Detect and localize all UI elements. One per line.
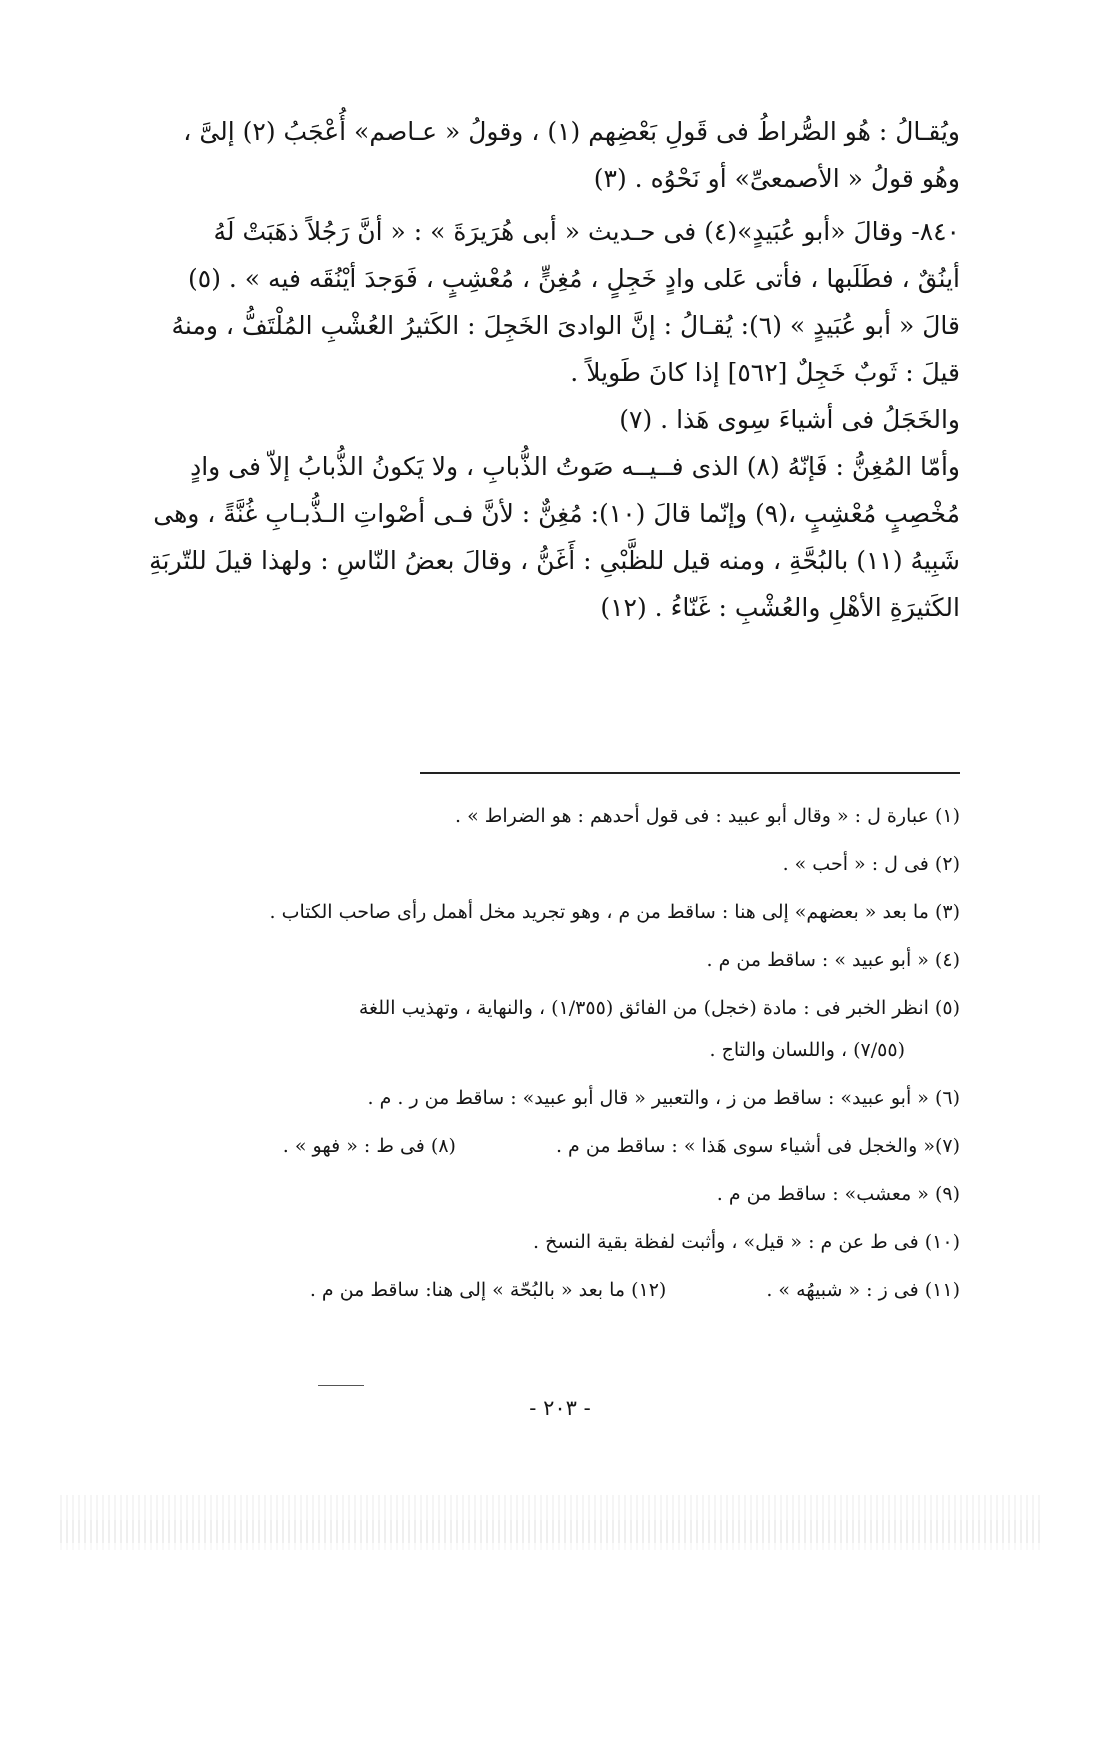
footnote-5-line-1: (٥) انظر الخبر فى : مادة (خجل) من الفائق (١/٣٥٥) ، والنهاية ، وتهذيب اللغة (358, 997, 960, 1019)
paragraph-1-line-2: وهُو قولُ « الأصمعىِّ» أو نَحْوُه . (٣) (593, 164, 960, 193)
scan-noise (60, 1520, 1040, 1550)
paragraph-2-line-4: قيلَ : ثَوبٌ خَجِلٌ [٥٦٢] إذا كانَ طَويلاً . (570, 358, 960, 387)
paragraph-4-line-2: مُخْصِبٍ مُعْشِبٍ ،(٩) وإنّما قالَ (١٠): مُغِنٌّ : لأنَّ فـى أصْواتِ الـذُّبـابِ غُنَّةً ، وهى (153, 499, 960, 528)
footnote-5-line-2: (٧/٥٥) ، واللسان والتاج . (709, 1039, 905, 1061)
footnote-3: (٣) ما بعد « بعضهم» إلى هنا : ساقط من م ، وهو تجريد مخل أهمل رأى صاحب الكتاب . (269, 901, 960, 923)
paragraph-4-line-1: وأمّا المُغِنُّ : فَإنّهُ (٨) الذى فــيــه صَوتُ الذُّبابِ ، ولا يَكونُ الذُّبابُ إلاّ فى وادٍ (190, 452, 960, 481)
paragraph-2-line-1: ٨٤٠- وقالَ «أبو عُبَيدٍ»(٤) فى حـديث « أبى هُرَيرَةَ » : « أنَّ رَجُلاً ذهَبَتْ لَهُ (213, 217, 960, 246)
footnote-9: (٩) « معشب» : ساقط من م . (716, 1183, 960, 1205)
footnote-row-7-8 (150, 1122, 960, 1170)
paragraph-2-line-2: أينُقٌ ، فطَلَبها ، فأتى عَلى وادٍ خَجِلٍ ، مُغِنٍّ ، مُعْشِبٍ ، فَوَجدَ أيْنُقَه فيه » . (٥) (188, 264, 960, 293)
footnotes (150, 792, 960, 1314)
footnote-divider (420, 772, 960, 774)
footnote-10: (١٠) فى ط عن م : « قيل» ، وأثبت لفظة بقية النسخ . (533, 1231, 960, 1253)
paragraph-2-line-3: قالَ « أبو عُبَيدٍ » (٦): يُقـالُ : إنَّ الوادىَ الخَجِلَ : الكَثيرُ العُشْبِ المُلْتَفُّ ، ومنهُ (171, 311, 960, 340)
footnote-6: (٦) « أبو عبيد» : ساقط من ز ، والتعبير « قال أبو عبيد» : ساقط من ر . م . (367, 1087, 960, 1109)
footnote-8: (٨) فى ط : « فهو » . (282, 1135, 456, 1157)
paragraph-4-line-4: الكَثيرَةِ الأهْلِ والعُشْبِ : غَنّاءُ . (١٢) (600, 593, 960, 622)
footnote-2: (٢) فى ل : « أحب » . (782, 853, 960, 875)
footnote-11: (١١) فى ز : « شبيهُه » . (766, 1279, 960, 1301)
short-rule (318, 1385, 364, 1386)
footnote-row-11-12 (150, 1266, 960, 1314)
page-number: - ٢٠٣ - (529, 1396, 591, 1420)
paragraph-3: والخَجَلُ فى أشياءَ سِوى هَذا . (٧) (619, 405, 960, 434)
paragraph-4-line-3: شَبِيهُ (١١) بالبُحَّةِ ، ومنه قيل للظَّبْىِ : أَغَنُّ ، وقالَ بعضُ النّاسِ : ولهذا قيلَ للتّربَةِ (149, 546, 960, 575)
main-text (145, 108, 960, 631)
footnote-4: (٤) « أبو عبيد » : ساقط من م . (706, 949, 960, 971)
footnote-7: (٧)« والخجل فى أشياء سوى هَذا » : ساقط من م . (555, 1135, 960, 1157)
footnote-12: (١٢) ما بعد « بالبُحّة » إلى هنا: ساقط من م . (309, 1279, 667, 1301)
paragraph-1-line-1: ويُقـالُ : هُو الصُّراطُ فى قَولِ بَعْضِهم (١) ، وقولُ « عـاصم» أُعْجَبُ (٢) إلىَّ ، (183, 117, 960, 146)
footnote-1: (١) عبارة ل : « وقال أبو عبيد : فى قول أحدهم : هو الضراط » . (455, 805, 960, 827)
